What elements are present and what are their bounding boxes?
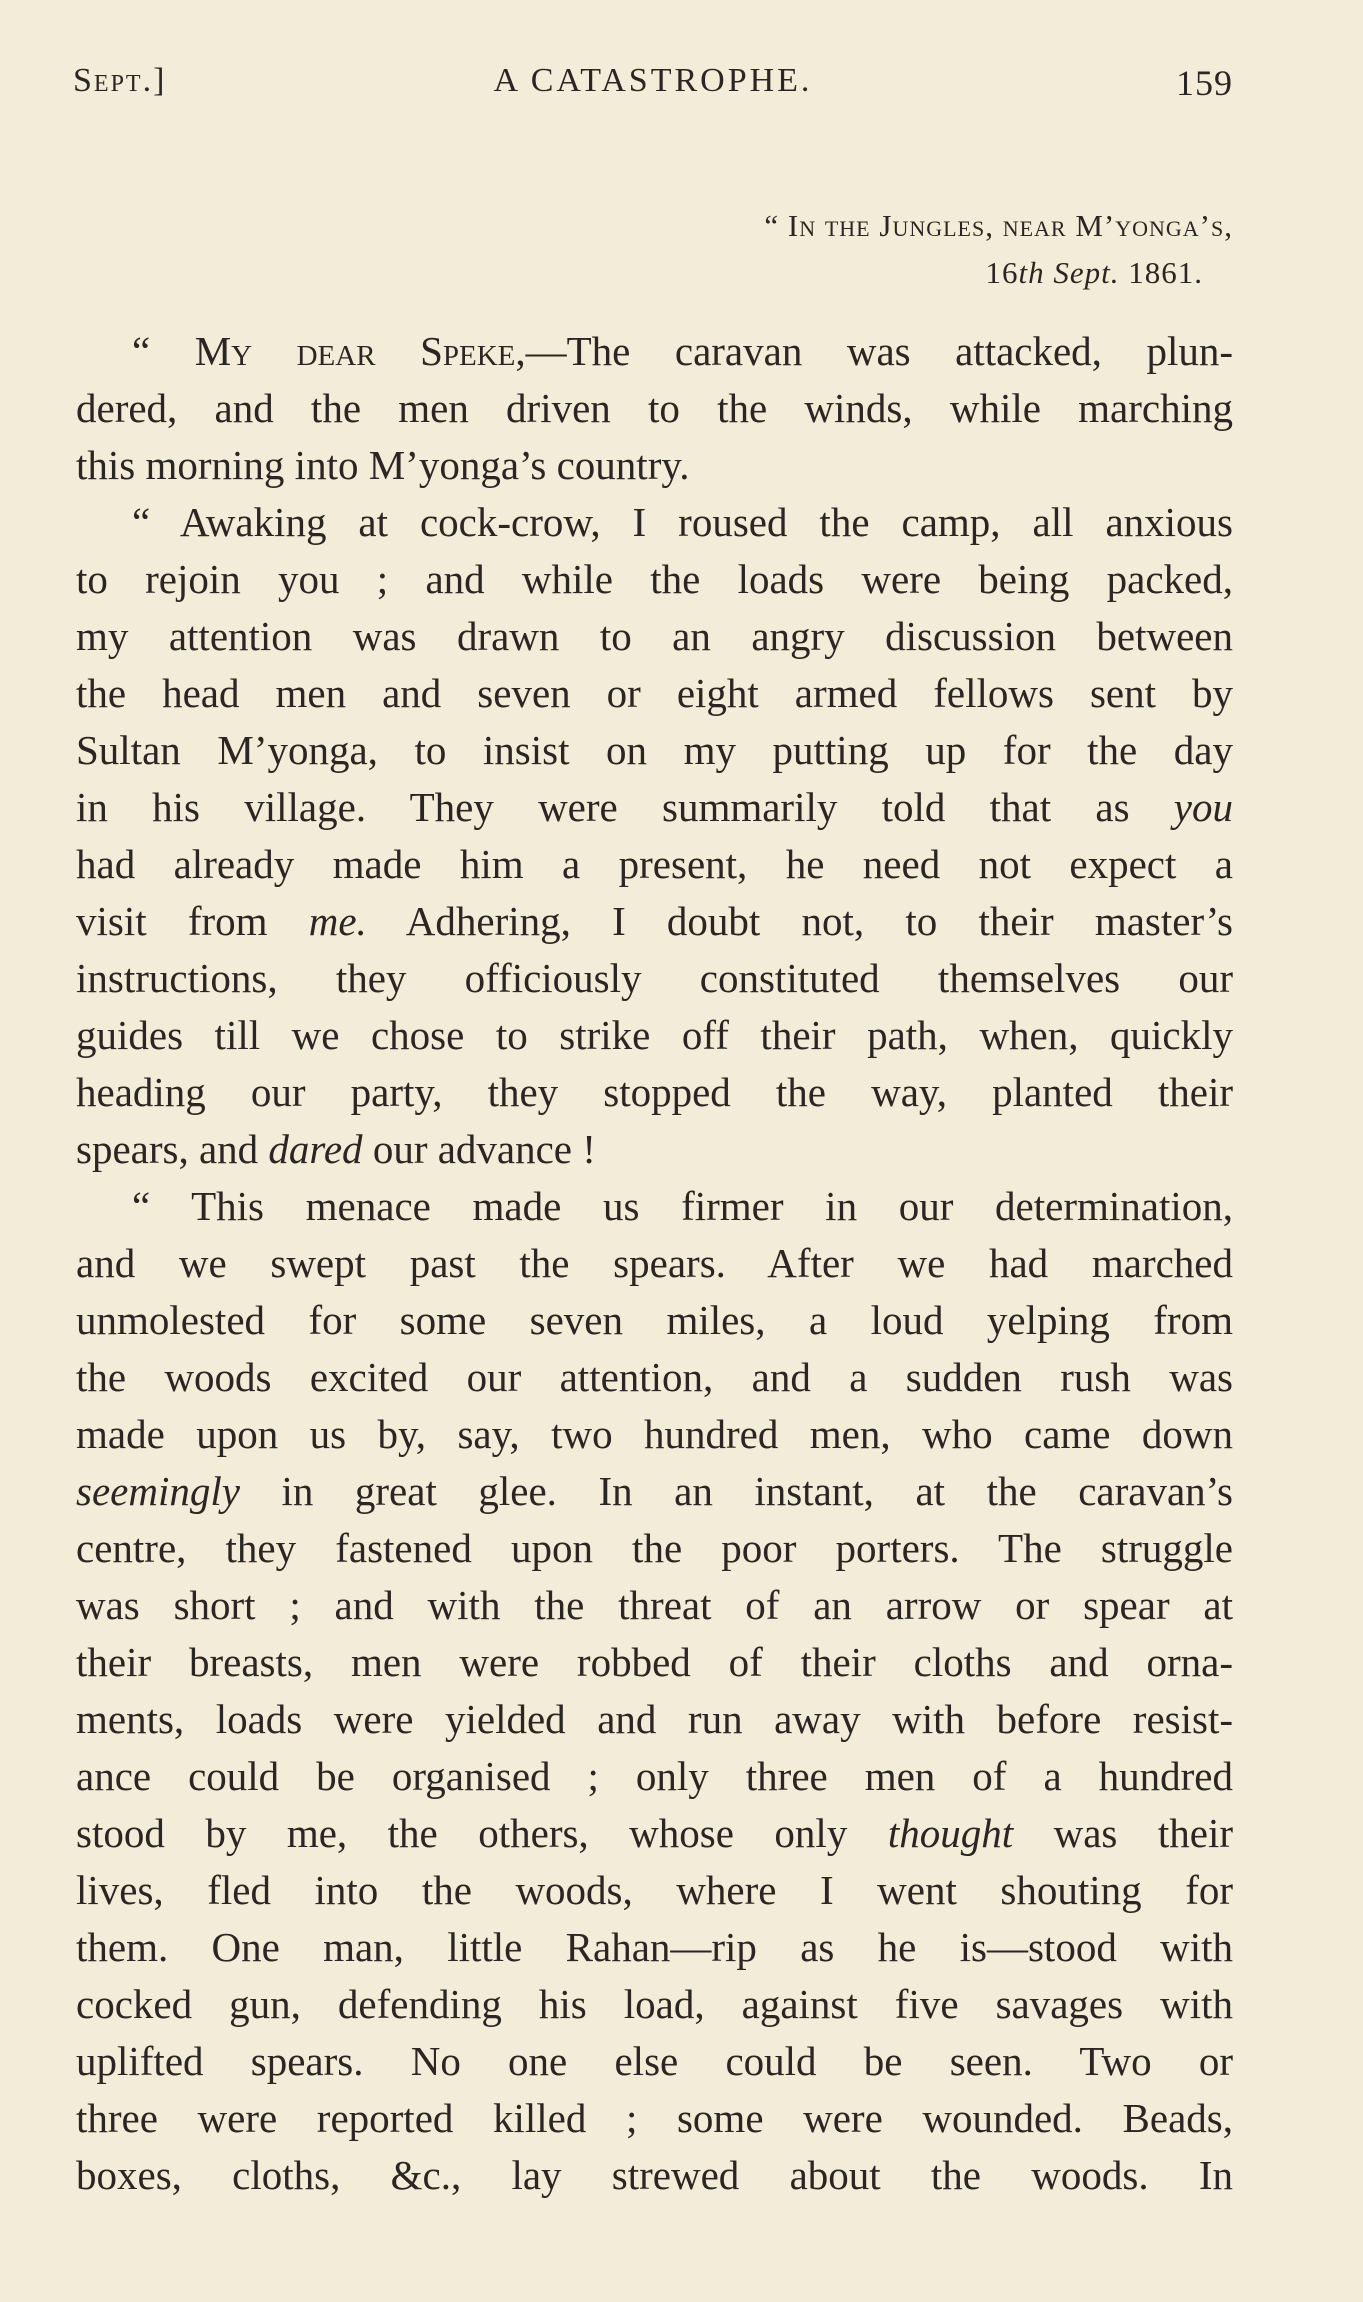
text-line: the head men and seven or eight armed fellows sent by	[76, 670, 1233, 716]
text-line: them. One man, little Rahan—rip as he is—stood with	[76, 1924, 1233, 1970]
text-line: dered, and the men driven to the winds, while marching	[76, 385, 1233, 431]
text-line: spears, and dared our advance !	[76, 1126, 596, 1172]
text-line: heading our party, they stopped the way, planted their	[76, 1069, 1233, 1115]
text-line: the woods excited our attention, and a sudden rush was	[76, 1354, 1233, 1400]
salutation: “ My dear Speke,	[132, 328, 526, 374]
text-line: “ Awaking at cock-crow, I roused the camp, all anxious	[132, 499, 1233, 545]
text-line: to rejoin you ; and while the loads were being packed,	[76, 556, 1233, 602]
text-line: centre, they fastened upon the poor porters. The struggle	[76, 1525, 1233, 1571]
text-line: this morning into M’yonga’s country.	[76, 442, 690, 488]
text-line: stood by me, the others, whose only thought was their	[76, 1810, 1233, 1856]
text-line: seemingly in great glee. In an instant, at the caravan’s	[76, 1468, 1233, 1514]
text-line: was short ; and with the threat of an arrow or spear at	[76, 1582, 1233, 1628]
text-line: unmolested for some seven miles, a loud yelping from	[76, 1297, 1233, 1343]
running-head	[73, 62, 1233, 112]
text-line: “ My dear Speke,—The caravan was attacked, plun-	[132, 328, 1233, 374]
text-line: Sultan M’yonga, to insist on my putting up for the day	[76, 727, 1233, 773]
running-head-section: Sept.]	[73, 62, 167, 99]
letter-dateline-date: 16th Sept. 1861.	[985, 255, 1203, 290]
text-line: cocked gun, defending his load, against five savages with	[76, 1981, 1233, 2027]
text-line: three were reported killed ; some were wounded. Beads,	[76, 2095, 1233, 2141]
text-line: instructions, they officiously constituted themselves our	[76, 955, 1233, 1001]
text-line: ance could be organised ; only three men of a hundred	[76, 1753, 1233, 1799]
text-line: my attention was drawn to an angry discussion between	[76, 613, 1233, 659]
text-line: made upon us by, say, two hundred men, who came down	[76, 1411, 1233, 1457]
text-line: in his village. They were summarily told that as you	[76, 784, 1233, 830]
running-head-title: A CATASTROPHE.	[493, 62, 813, 99]
text-line: their breasts, men were robbed of their cloths and orna-	[76, 1639, 1233, 1685]
text-line: “ This menace made us firmer in our determination,	[132, 1183, 1233, 1229]
text-line: uplifted spears. No one else could be seen. Two or	[76, 2038, 1233, 2084]
text-line: had already made him a present, he need not expect a	[76, 841, 1233, 887]
text-line: visit from me. Adhering, I doubt not, to their master’s	[76, 898, 1233, 944]
page-number: 159	[1176, 63, 1233, 103]
letter-dateline-place: “ In the Jungles, near M’yonga’s,	[764, 208, 1233, 243]
text-line: and we swept past the spears. After we had marched	[76, 1240, 1233, 1286]
text-line: guides till we chose to strike off their path, when, quickly	[76, 1012, 1233, 1058]
text-line: boxes, cloths, &c., lay strewed about the woods. In	[76, 2152, 1233, 2198]
text-line: ments, loads were yielded and run away with before resist-	[76, 1696, 1233, 1742]
text-line: lives, fled into the woods, where I went shouting for	[76, 1867, 1233, 1913]
